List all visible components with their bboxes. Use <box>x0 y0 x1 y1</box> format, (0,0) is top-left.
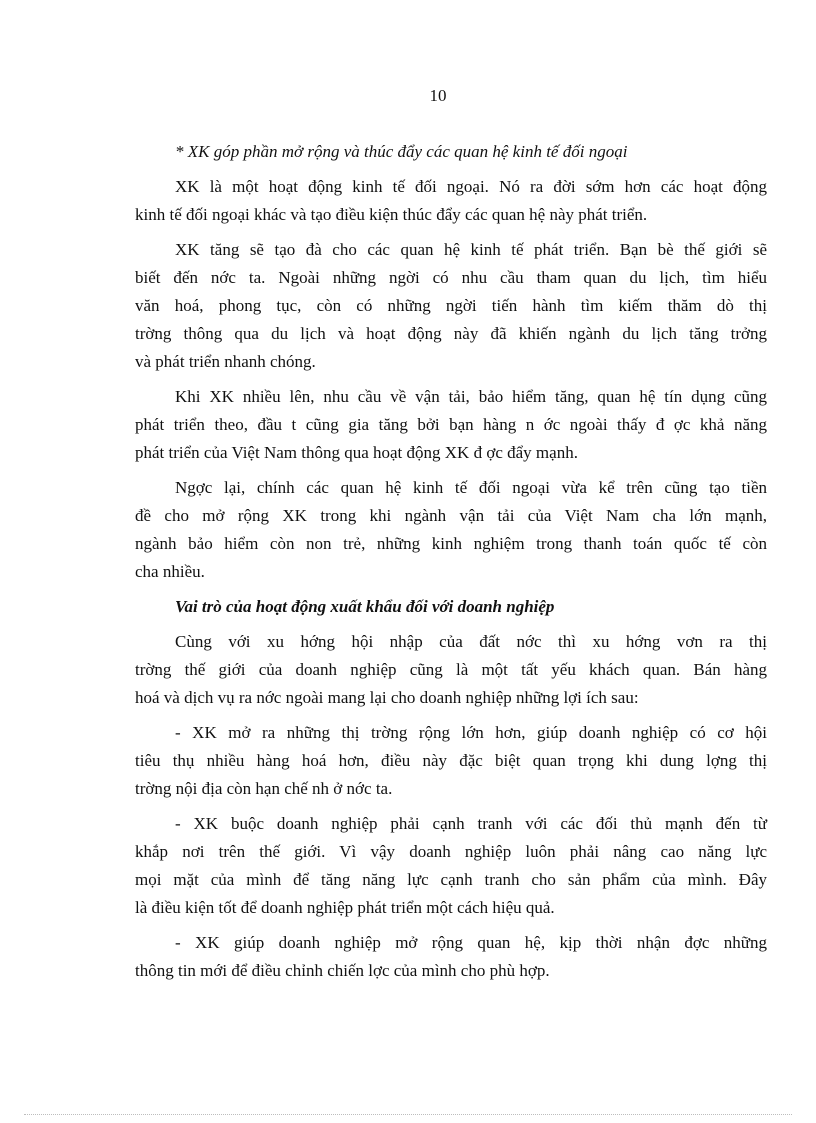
text-line: mọi mặt của mình để tăng năng lực cạnh tranh cho sản phẩm của mình. Đây <box>135 870 767 889</box>
text-line: và phát triển nhanh chóng. <box>135 352 316 371</box>
text-line: XK tăng sẽ tạo đà cho các quan hệ kinh tế phát triển. Bạn bè thế giới sẽ <box>175 240 767 259</box>
paragraph <box>135 628 767 712</box>
text-line: phát triển theo, đầu t cũng gia tăng bởi bạn hàng n ớc ngoài thấy đ ợc khả năng <box>135 415 767 434</box>
paragraph <box>135 929 767 985</box>
text-line: cha nhiều. <box>135 562 205 581</box>
text-line: tiêu thụ nhiều hàng hoá hơn, điều này đặc biệt quan trọng khi dung lợng thị <box>135 751 767 770</box>
paragraph <box>135 236 767 376</box>
text-line: - XK mở ra những thị trờng rộng lớn hơn, giúp doanh nghiệp có cơ hội <box>175 723 767 742</box>
text-line: Ngợc lại, chính các quan hệ kinh tế đối ngoại vừa kể trên cũng tạo tiền <box>175 478 767 497</box>
text-line: hoá và dịch vụ ra nớc ngoài mang lại cho doanh nghiệp những lợi ích sau: <box>135 688 639 707</box>
paragraph <box>135 719 767 803</box>
paragraph <box>135 383 767 467</box>
page-number: 10 <box>429 86 447 105</box>
text-line: văn hoá, phong tục, còn có những ngời tiến hành tìm kiếm thăm dò thị <box>135 296 767 315</box>
text-line: Khi XK nhiều lên, nhu cầu về vận tải, bảo hiểm tăng, quan hệ tín dụng cũng <box>175 387 767 406</box>
text-line: - XK giúp doanh nghiệp mở rộng quan hệ, kịp thời nhận đợc những <box>175 933 767 952</box>
paragraph <box>135 173 767 229</box>
text-line: trờng thông qua du lịch và hoạt động này đã khiến ngành du lịch tăng trởng <box>135 324 767 343</box>
paragraph <box>135 474 767 586</box>
document-body <box>135 138 767 992</box>
text-line: là điều kiện tốt để doanh nghiệp phát triển một cách hiệu quả. <box>135 898 555 917</box>
text-line: thông tin mới để điều chỉnh chiến lợc của mình cho phù hợp. <box>135 961 550 980</box>
section-heading <box>135 593 767 621</box>
text-line: Vai trò của hoạt động xuất khẩu đối với doanh nghiệp <box>175 597 555 616</box>
text-line: đề cho mở rộng XK trong khi ngành vận tải của Việt Nam cha lớn mạnh, <box>135 506 767 525</box>
text-line: ngành bảo hiểm còn non trẻ, những kinh nghiệm trong thanh toán quốc tế còn <box>135 534 767 553</box>
text-line: khắp nơi trên thế giới. Vì vậy doanh nghiệp luôn phải nâng cao năng lực <box>135 842 767 861</box>
page-bottom-divider <box>24 1114 792 1115</box>
text-line: - XK buộc doanh nghiệp phải cạnh tranh với các đối thủ mạnh đến từ <box>175 814 767 833</box>
section-heading <box>135 138 767 166</box>
text-line: XK là một hoạt động kinh tế đối ngoại. Nó ra đời sớm hơn các hoạt động <box>175 177 767 196</box>
text-line: kinh tế đối ngoại khác và tạo điều kiện thúc đẩy các quan hệ này phát triển. <box>135 205 648 224</box>
text-line: biết đến nớc ta. Ngoài những ngời có nhu cầu tham quan du lịch, tìm hiểu <box>135 268 767 287</box>
text-line: phát triển của Việt Nam thông qua hoạt động XK đ ợc đẩy mạnh. <box>135 443 578 462</box>
paragraph <box>135 810 767 922</box>
text-line: * XK góp phần mở rộng và thúc đẩy các quan hệ kinh tế đối ngoại <box>175 142 628 161</box>
text-line: Cùng với xu hớng hội nhập của đất nớc thì xu hớng vơn ra thị <box>175 632 767 651</box>
text-line: trờng thế giới của doanh nghiệp cũng là một tất yếu khách quan. Bán hàng <box>135 660 767 679</box>
text-line: trờng nội địa còn hạn chế nh ở nớc ta. <box>135 779 393 798</box>
